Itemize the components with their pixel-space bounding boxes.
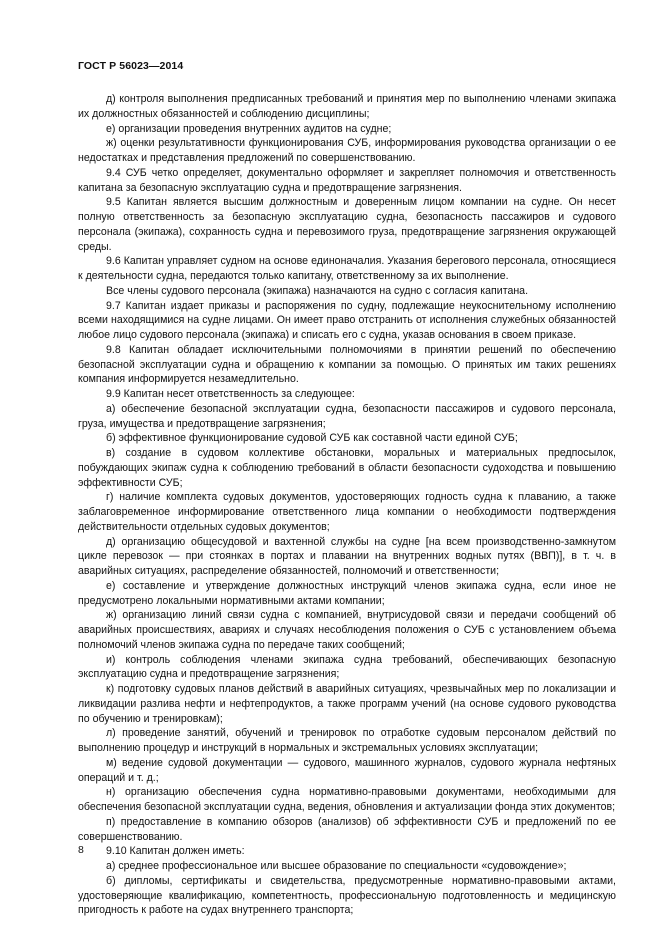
- document-paragraph: б) дипломы, сертификаты и свидетельства, предусмотренные нормативно-правовыми актами, удостоверяющие квалификацию, компетентность, профессиональную подготовленность и медицинскую пригодность к работе на судах внутреннего транспорта;: [78, 874, 616, 917]
- document-paragraph: е) организации проведения внутренних аудитов на судне;: [106, 122, 392, 135]
- document-paragraph: в) создание в судовом коллективе обстановки, моральных и материальных предпосылок, побуждающих экипаж судна к соблюдению требований в области безопасности судоходства и повышению эффективности СУБ;: [78, 447, 616, 489]
- document-paragraph: 9.9 Капитан несет ответственность за следующее:: [106, 388, 355, 400]
- document-paragraph: ж) оценки результативности функционирования СУБ, информирования руководства организации о ее недостатках и представления предложений по совершенствованию.: [78, 137, 616, 164]
- document-paragraph: 9.5 Капитан является высшим должностным и доверенным лицом компании на судне. Он несет полную ответственность за безопасную эксплуатацию судна, безопасность пассажиров и судового персонала (экипажа), сохранность судна и перевозимого груза, предотвращение загрязнения окружающей среды.: [78, 196, 616, 253]
- document-paragraph: д) контроля выполнения предписанных требований и принятия мер по выполнению членами экипажа их должностных обязанностей и соблюдению дисциплины;: [78, 93, 616, 120]
- document-paragraph: а) обеспечение безопасной эксплуатации судна, безопасности пассажиров и судового персонала, груза, имущества и предотвращение загрязнения;: [78, 402, 616, 430]
- document-paragraph: г) наличие комплекта судовых документов, удостоверяющих годность судна к плаванию, а также заблаговременное информирование ответственного лица компании о необходимости подтверждения действительности отдельных судовых документов;: [78, 491, 616, 533]
- document-paragraph: 9.8 Капитан обладает исключительными полномочиями в принятии решений по обеспечению безопасной эксплуатации судна и обращению к компании за помощью. О принятых им таких решениях компания информируется незамедлительно.: [78, 343, 616, 386]
- document-paragraph: п) предоставление в компанию обзоров (анализов) об эффективности СУБ и предложений по ее совершенствованию.: [78, 815, 616, 843]
- standard-code-header: ГОСТ Р 56023—2014: [78, 60, 184, 72]
- document-paragraph: м) ведение судовой документации — судового, машинного журналов, судового журнала нефтяных операций и т. д.;: [78, 756, 616, 784]
- document-paragraph: Все члены судового персонала (экипажа) назначаются на судно с согласия капитана.: [106, 284, 529, 297]
- document-paragraph: б) эффективное функционирование судовой СУБ как составной части единой СУБ;: [106, 432, 518, 445]
- document-paragraph: е) составление и утверждение должностных инструкций членов экипажа судна, если иное не предусмотрено локальными нормативными актами компании;: [78, 579, 616, 607]
- document-paragraph: н) организацию обеспечения судна нормативно-правовыми документами, необходимыми для обеспечения безопасной эксплуатации судна, ведения, обновления и актуализации фонда этих документов;: [78, 786, 616, 813]
- document-paragraph: ж) организацию линий связи судна с компанией, внутрисудовой связи и передачи сообщений об аварийных происшествиях, авариях и случаях несоблюдения положения о СУБ с установлением объема полномочий членов экипажа судна по передаче таких сообщений;: [78, 609, 616, 651]
- document-paragraph: к) подготовку судовых планов действий в аварийных ситуациях, чрезвычайных мер по локализации и ликвидации разлива нефти и нефтепродуктов, а также программ учений (на основе судового руководства по обучению и тренировкам);: [78, 683, 616, 725]
- page-number: 8: [78, 844, 84, 856]
- document-paragraph: д) организацию общесудовой и вахтенной службы на судне [на всем производственно-замкнутом цикле перевозок — при стоянках в портах и плавании на внутренних водных путях (ВВП)], в т. ч. в аварийных ситуациях, распределение обязанностей, полномочий и ответственности;: [78, 535, 616, 577]
- document-paragraph: 9.7 Капитан издает приказы и распоряжения по судну, подлежащие неукоснительному исполнению всеми находящимися на судне лицами. Он имеет право отстранить от исполнения служебных обязанностей любое лицо судового персонала (экипажа) и списать его с судна, указав основания в своем приказе.: [78, 299, 616, 341]
- document-paragraph: а) среднее профессиональное или высшее образование по специальности «судовождение»;: [106, 860, 567, 872]
- document-paragraph: и) контроль соблюдения членами экипажа судна требований, обеспечивающих безопасную эксплуатацию судна и предотвращение загрязнения;: [78, 653, 616, 681]
- document-body: [78, 92, 616, 918]
- document-paragraph: 9.4 СУБ четко определяет, документально оформляет и закрепляет полномочия и ответственность капитана за безопасную эксплуатацию судна и предотвращение загрязнения.: [78, 166, 616, 194]
- document-paragraph: 9.6 Капитан управляет судном на основе единоначалия. Указания берегового персонала, относящиеся к деятельности судна, передаются только капитану, ответственному за их выполнение.: [78, 255, 616, 282]
- document-paragraph: л) проведение занятий, обучений и тренировок по отработке судовым персоналом действий по выполнению процедур и инструкций в нормальных и экстремальных условиях эксплуатации;: [78, 727, 616, 754]
- document-paragraph: 9.10 Капитан должен иметь:: [106, 845, 245, 858]
